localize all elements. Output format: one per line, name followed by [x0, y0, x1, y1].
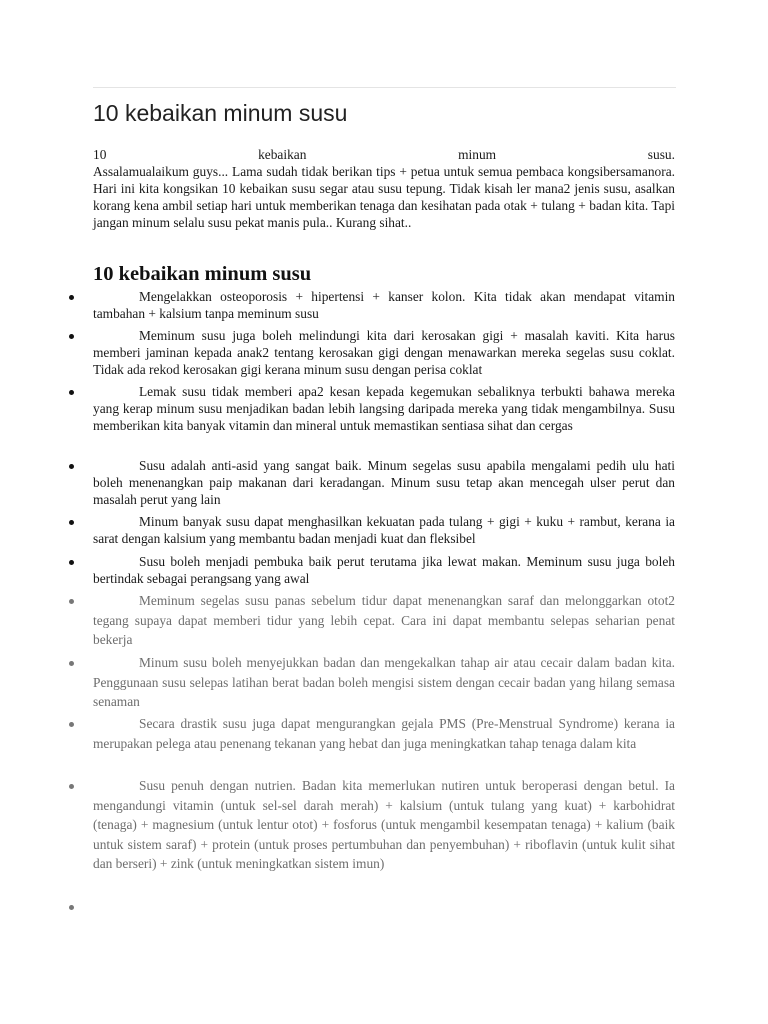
intro-word: 10 — [93, 147, 107, 162]
list-item — [93, 328, 675, 379]
bullet-icon — [69, 390, 74, 395]
list-item — [93, 458, 675, 509]
bullet-icon — [69, 295, 74, 300]
intro-word: kebaikan — [258, 147, 307, 162]
list-item — [93, 384, 675, 435]
intro-paragraph — [93, 147, 675, 232]
bullet-icon — [69, 784, 74, 789]
list-item-text: Susu adalah anti-asid yang sangat baik. Minum segelas susu apabila mengalami pedih ulu hati boleh menenangkan paip makanan dari keradangan. Minum susu tetap akan mencegah ulser perut dan masalah perut yang lain — [93, 458, 675, 507]
list-item — [93, 591, 675, 650]
bullet-icon — [69, 560, 74, 565]
list-item-text: Minum banyak susu dapat menghasilkan kekuatan pada tulang + gigi + kuku + rambut, kerana ia sarat dengan kalsium yang membantu badan menjadi kuat dan fleksibel — [93, 514, 675, 546]
section-heading: 10 kebaikan minum susu — [93, 263, 312, 285]
bullet-icon — [69, 464, 74, 469]
bullet-icon — [69, 661, 74, 666]
list-item-text: Meminum segelas susu panas sebelum tidur dapat menenangkan saraf dan melonggarkan otot2 tegang supaya dapat memberi tidur yang lebih cepat. Cara ini dapat membantu selepas seharian penat bekerja — [93, 593, 675, 648]
list-item — [93, 653, 675, 712]
bullet-icon — [69, 334, 74, 339]
bullet-icon — [69, 905, 74, 910]
list-item-text: Susu boleh menjadi pembuka baik perut terutama jika lewat makan. Meminum susu juga boleh bertindak sebagai perangsang yang awal — [93, 554, 675, 586]
list-item — [93, 776, 675, 874]
bullet-icon — [69, 520, 74, 525]
list-item-text: Mengelakkan osteoporosis + hipertensi + kanser kolon. Kita tidak akan mendapat vitamin tambahan + kalsium tanpa meminum susu — [93, 289, 675, 321]
post-title: 10 kebaikan minum susu — [93, 100, 348, 126]
intro-word: susu. — [647, 147, 675, 162]
list-item-text: Minum susu boleh menyejukkan badan dan mengekalkan tahap air atau cecair dalam badan kita. Penggunaan susu selepas latihan berat badan boleh mengisi sistem dengan cecair badan yang hilang semasa senaman — [93, 655, 675, 710]
list-item-text: Susu penuh dengan nutrien. Badan kita memerlukan nutiren untuk beroperasi dengan betul. Ia mengandungi vitamin (untuk sel-sel darah merah) + kalsium (untuk tulang yang kuat) + karbohidrat (tenaga) + magnesium (untuk lentur otot) + fosforus (untuk mengambil kesempatan tenaga) + kalium (baik untuk sistem saraf) + protein (untuk proses pertumbuhan dan penyembuhan) + riboflavin (untuk kulit sihat dan berseri) + zink (untuk meningkatkan sistem imun) — [93, 778, 675, 872]
intro-body: Assalamualaikum guys... Lama sudah tidak berikan tips + petua untuk semua pembaca kongsibersamanora. Hari ini kita kongsikan 10 kebaikan susu segar atau susu tepung. Tidak kisah ler mana2 jenis susu, asalkan korang kena ambil setiap hari untuk memberikan tenaga dan kesihatan pada otak + tulang + badan kita. Tapi jangan minum selalu susu pekat manis pula.. Kurang sihat.. — [93, 163, 675, 230]
list-item — [93, 289, 675, 323]
list-item-text: Meminum susu juga boleh melindungi kita dari kerosakan gigi + masalah kaviti. Kita harus memberi jaminan kepada anak2 tentang kerosakan gigi dengan menawarkan mereka segelas susu coklat. Tidak ada rekod kerosakan gigi kerana minum susu dengan perisa coklat — [93, 328, 675, 377]
list-item — [93, 554, 675, 588]
intro-word: minum — [458, 147, 497, 162]
intro-first-line — [93, 147, 675, 164]
bullet-icon — [69, 722, 74, 727]
list-item — [93, 514, 675, 548]
bullet-icon — [69, 599, 74, 604]
list-item-text: Secara drastik susu juga dapat mengurangkan gejala PMS (Pre-Menstrual Syndrome) kerana ia merupakan pelega atau penenang tekanan yang hebat dan juga meningkatkan tahap tenaga dalam kita — [93, 716, 675, 751]
list-item — [93, 714, 675, 753]
top-divider — [93, 87, 676, 88]
list-item-text: Lemak susu tidak memberi apa2 kesan kepada kegemukan sebaliknya terbukti bahawa mereka yang kerap minum susu menjadikan badan lebih langsing daripada mereka yang tidak mengambilnya. Susu memberikan kita banyak vitamin dan mineral untuk memastikan sentiasa sihat dan cergas — [93, 384, 675, 433]
